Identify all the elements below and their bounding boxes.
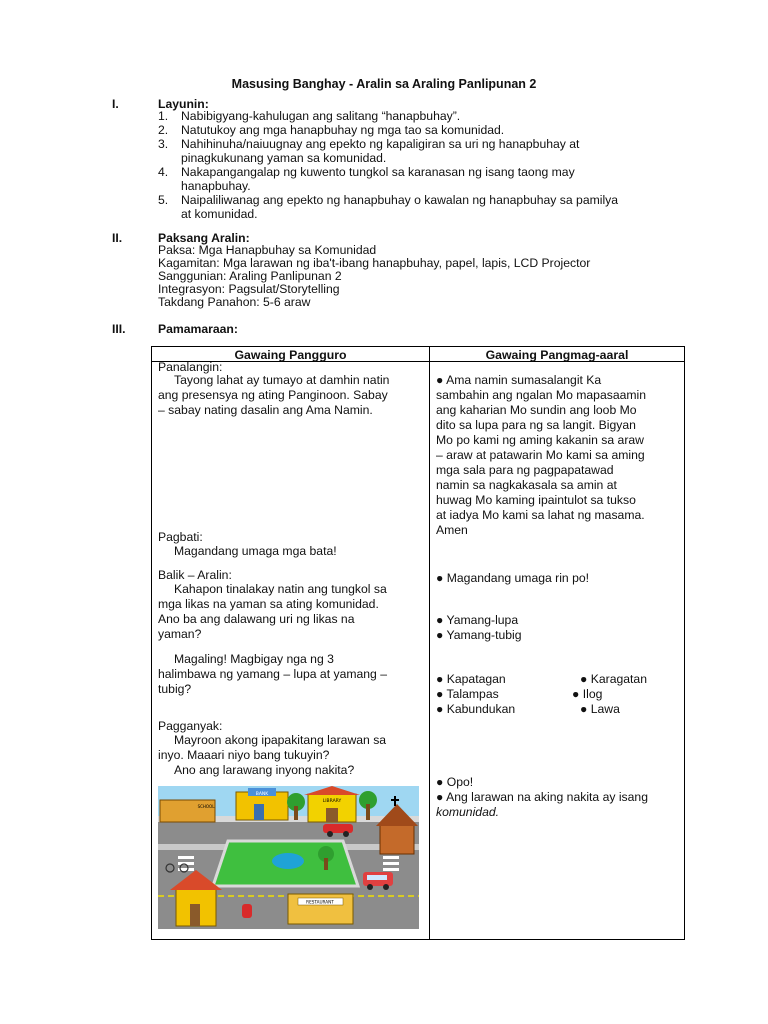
panalangin-heading: Panalangin: [158,360,223,374]
pagganyak-student-text [436,775,648,820]
text-line: dito sa lupa para ng sa langit. Bigyan [436,418,636,432]
balik-aralin-student-answer1 [436,613,522,643]
text-line: ● Lawa [580,702,620,716]
text-line: at iadya Mo kami sa lahat ng masama. [436,508,645,522]
section2-heading: Paksang Aralin: [158,231,250,245]
text-line: mga likas na yaman sa ating komunidad. [158,597,379,611]
text-line: ● Opo! [436,775,474,789]
text-line: tubig? [158,682,192,696]
text-line: namin sa nagkakasala sa amin at [436,478,617,492]
text-line: halimbawa ng yamang – lupa at yamang – [158,667,387,681]
text-line: Kahapon tinalakay natin ang tungkol sa [174,582,387,596]
objective-number: 1. [158,109,169,123]
section3-heading: Pamamaraan: [158,322,238,336]
panalangin-teacher-text [158,373,389,418]
section1-heading: Layunin: [158,97,209,111]
objective-text: Nakapangangalap ng kuwento tungkol sa karanasan ng isang taong may [181,165,575,179]
sanggunian-line: Sanggunian: Araling Panlipunan 2 [158,269,342,283]
library-label: LIBRARY [322,799,342,804]
pagbati-heading: Pagbati: [158,530,203,544]
balik-aralin-heading: Balik – Aralin: [158,568,232,582]
column-divider [429,347,430,939]
teacher-column-header: Gawaing Pangguro [234,348,347,362]
pagbati-teacher-text: Magandang umaga mga bata! [174,544,337,558]
school-label: SCHOOL [197,804,215,809]
kagamitan-line: Kagamitan: Mga larawan ng iba't-ibang hanapbuhay, papel, lapis, LCD Projector [158,256,591,270]
objective-number: 3. [158,137,169,151]
text-line: Ano ba ang dalawang uri ng likas na [158,612,355,626]
text-line: ● Kabundukan [436,702,516,716]
integrasyon-line: Integrasyon: Pagsulat/Storytelling [158,282,340,296]
objective-number: 2. [158,123,169,137]
student-column-header: Gawaing Pangmag-aaral [485,348,629,362]
objective-text: at komunidad. [181,207,258,221]
balik-aralin-student-answer2-right [572,672,647,717]
text-line: ● Ang larawan na aking nakita ay isang [436,790,648,804]
text-line: ● Karagatan [580,672,647,686]
objective-number: 4. [158,165,169,179]
pagganyak-heading: Pagganyak: [158,719,223,733]
objective-text: Naipaliliwanag ang epekto ng hanapbuhay o kawalan ng hanapbuhay sa pamilya [181,193,619,207]
text-line: ang kaharian Mo sundin ang loob Mo [436,403,637,417]
page-title: Masusing Banghay - Aralin sa Araling Panlipunan 2 [231,77,537,91]
text-line: Magaling! Magbigay nga ng 3 [174,652,334,666]
text-line: – sabay nating dasalin ang Ama Namin. [158,403,373,417]
section3-numeral: III. [112,322,126,336]
text-line: ang presensya ng ating Panginoon. Sabay [158,388,388,402]
balik-aralin-teacher-question2 [158,652,387,697]
objective-text: Nahihinuha/naiuugnay ang epekto ng kapaligiran sa uri ng hanapbuhay at [181,137,580,151]
text-line: ● Ama namin sumasalangit Ka [436,373,602,387]
section2-numeral: II. [112,231,123,245]
restaurant-label: RESTAURANT [306,899,334,905]
takdang-panahon-line: Takdang Panahon: 5-6 araw [158,295,311,309]
text-line: ● Talampas [436,687,499,701]
text-line: huwag Mo kaming ipaintulot sa tukso [436,493,636,507]
pagbati-student-text: ● Magandang umaga rin po! [436,571,590,585]
text-line: Mayroon akong ipapakitang larawan sa [174,733,387,747]
objective-text: pinagkukunang yaman sa komunidad. [181,151,387,165]
section1-numeral: I. [112,97,119,111]
balik-aralin-student-answer2-left [436,672,515,717]
objective-text: Nabibigyang-kahulugan ang salitang “hanapbuhay”. [181,109,461,123]
text-line: inyo. Maaari niyo bang tukuyin? [158,748,330,762]
panalangin-student-text [436,373,646,538]
text-line: ● Kapatagan [436,672,506,686]
text-line: – araw at patawarin Mo kami sa aming [436,448,645,462]
objective-number: 5. [158,193,169,207]
text-line: Tayong lahat ay tumayo at damhin natin [174,373,390,387]
objective-text: hanapbuhay. [181,179,251,193]
objective-text: Natutukoy ang mga hanapbuhay ng mga tao sa komunidad. [181,123,505,137]
paksa-line: Paksa: Mga Hanapbuhay sa Komunidad [158,243,377,257]
text-line: ● Yamang-lupa [436,613,519,627]
text-line: sambahin ang ngalan Mo mapasaamin [436,388,647,402]
text-line: mga sala para ng pagpapatawad [436,463,614,477]
text-line: komunidad. [436,805,500,819]
community-illustration [158,786,419,929]
text-line: Amen [436,523,468,537]
text-line: ● Yamang-tubig [436,628,522,642]
text-line: Mo po kami ng aming kakanin sa araw [436,433,644,447]
text-line: ● Ilog [572,687,603,701]
text-line: yaman? [158,627,202,641]
pagganyak-teacher-text [158,733,386,778]
balik-aralin-teacher-question1 [158,582,387,642]
bank-label: BANK [255,792,269,797]
text-line: Ano ang larawang inyong nakita? [174,763,355,777]
